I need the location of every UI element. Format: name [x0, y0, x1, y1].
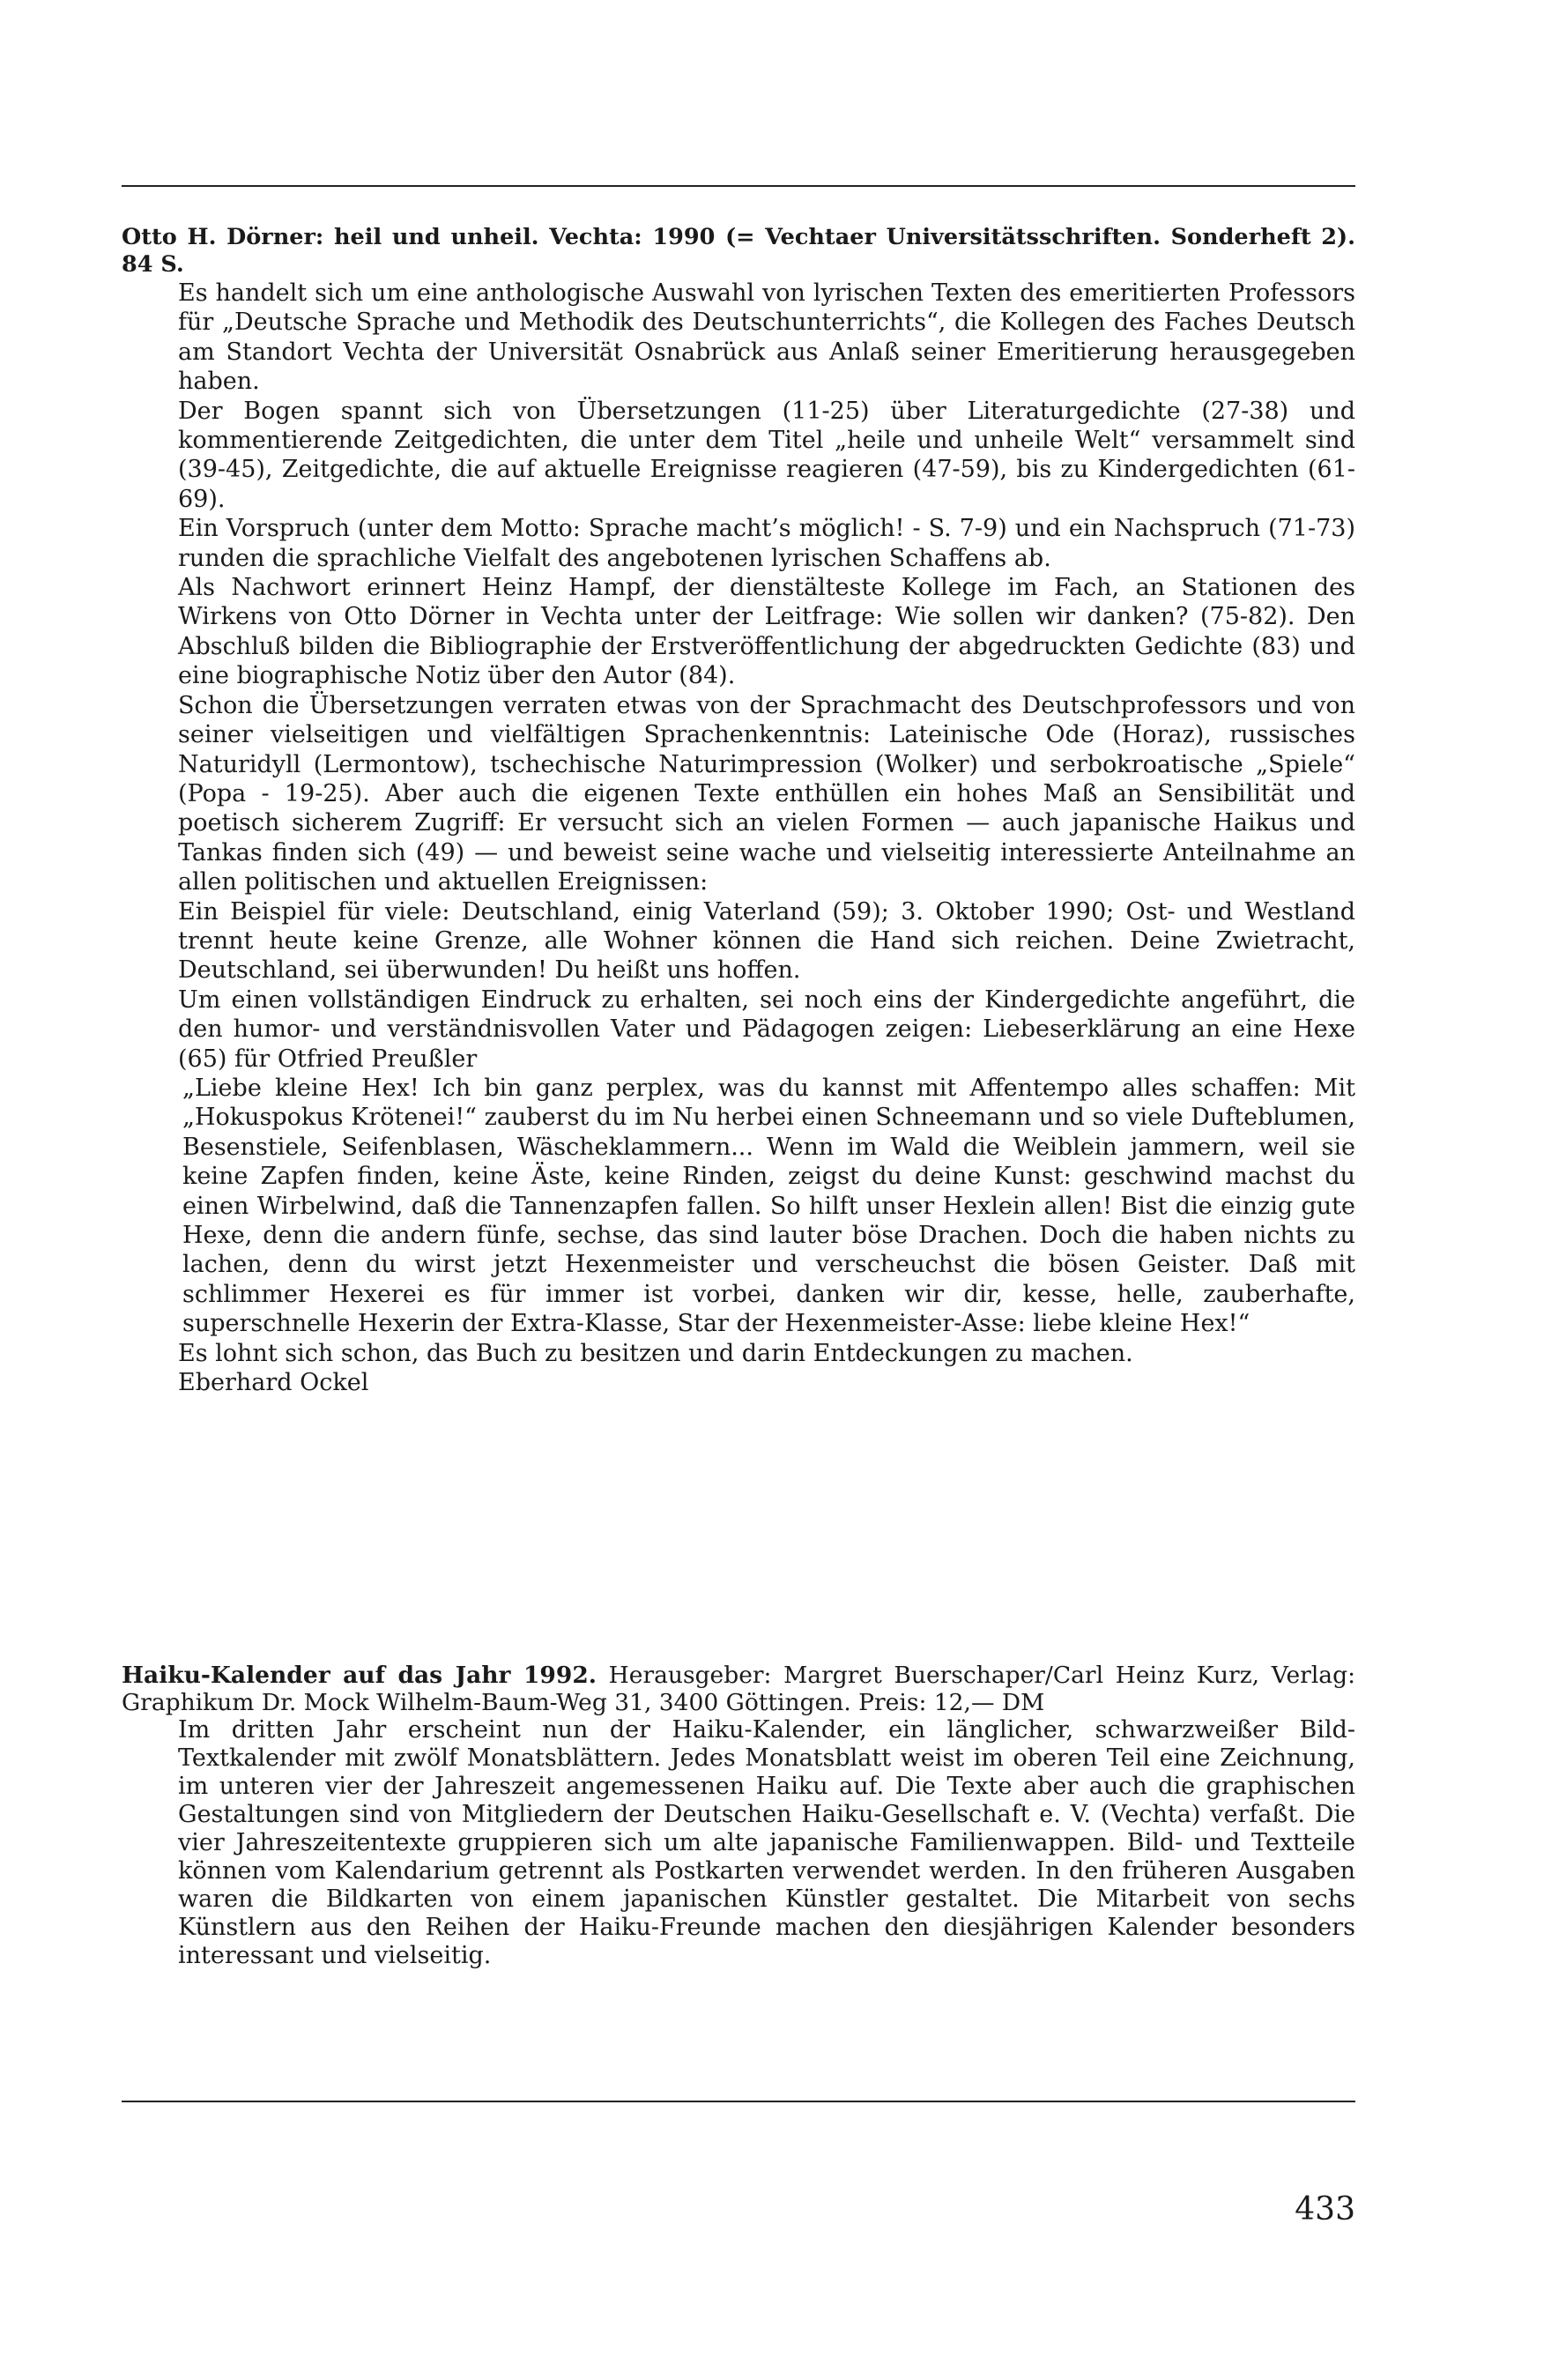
paragraph: Als Nachwort erinnert Heinz Hampf, der dienstälteste Kollege im Fach, an Stationen des Wirkens von Otto Dörner in Vechta unter der Leitfrage: Wie sollen wir danken? (75-82). Den Abschluß bilden die Bibliographie der Erstveröffentlichung der abgedruckten Gedichte (83) und eine biographische Notiz über den Autor (84).	[178, 574, 1355, 690]
paragraph: Der Bogen spannt sich von Übersetzungen (11-25) über Literaturgedichte (27-38) und kommentierende Zeitgedichten, die unter dem Titel „heile und unheile Welt“ versammelt sind (39-45), Zeitgedichte, die auf aktuelle Ereignisse reagieren (47-59), bis zu Kindergedichten (61-69).	[178, 397, 1355, 513]
review-title: Otto H. Dörner: heil und unheil. Vechta: 1990 (= Vechtaer Universitätsschriften. Sonderheft 2). 84 S.	[122, 224, 1355, 278]
paragraph: Im dritten Jahr erscheint nun der Haiku-Kalender, ein länglicher, schwarzweißer Bild-Textkalender mit zwölf Monatsblättern. Jedes Monatsblatt weist im oberen Teil eine Zeichnung, im unteren vier der Jahreszeit angemessenen Haiku auf. Die Texte aber auch die graphischen Gestaltungen sind von Mitgliedern der Deutschen Haiku-Gesellschaft e. V. (Vechta) verfaßt. Die vier Jahreszeitentexte gruppieren sich um alte japanische Familienwappen. Bild- und Textteile können vom Kalendarium getrennt als Postkarten verwendet werden. In den früheren Ausgaben waren die Bildkarten von einem japanischen Künstler gestaltet. Die Mitarbeit von sechs Künstlern aus den Reihen der Haiku-Freunde machen den diesjährigen Kalender besonders interessant und vielseitig.	[178, 1716, 1355, 1969]
review-heading	[122, 1662, 1355, 1716]
paragraph: Ein Beispiel für viele: Deutschland, einig Vaterland (59); 3. Oktober 1990; Ost- und Westland trennt heute keine Grenze, alle Wohner können die Hand sich reichen. Deine Zwietracht, Deutschland, sei überwunden! Du heißt uns hoffen.	[178, 897, 1355, 985]
review-body	[122, 279, 1355, 1397]
review-title: Haiku-Kalender auf das Jahr 1992.	[122, 1662, 597, 1689]
paragraph: Schon die Übersetzungen verraten etwas von der Sprachmacht des Deutschprofessors und von seiner vielseitigen und vielfältigen Sprachenkenntnis: Lateinische Ode (Horaz), russisches Naturidyll (Lermontow), tschechische Naturimpression (Wolker) und serbokroatische „Spiele“ (Popa - 19-25). Aber auch die eigenen Texte enthüllen ein hohes Maß an Sensibilität und poetisch sicherem Zugriff: Er versucht sich an vielen Formen — auch japanische Haikus und Tankas finden sich (49) — und beweist seine wache und vielseitig interessierte Anteilnahme an allen politischen und aktuellen Ereignissen:	[178, 691, 1355, 896]
closing-sentence: Es lohnt sich schon, das Buch zu besitzen und darin Entdeckungen zu machen.	[178, 1339, 1133, 1367]
review-body	[122, 1716, 1355, 1970]
reviewer-signature: Eberhard Ockel	[178, 1369, 369, 1397]
paragraph: Ein Vorspruch (unter dem Motto: Sprache macht’s möglich! - S. 7-9) und ein Nachspruch (71-73) runden die sprachliche Vielfalt des angebotenen lyrischen Schaffens ab.	[178, 515, 1355, 572]
bottom-rule	[122, 2101, 1355, 2102]
review-haiku-kalender	[122, 1662, 1355, 1970]
top-rule	[122, 185, 1355, 187]
review-doerner	[122, 224, 1355, 1397]
page-number: 433	[1295, 2191, 1355, 2228]
paragraph: Es handelt sich um eine anthologische Auswahl von lyrischen Texten des emeritierten Professors für „Deutsche Sprache und Methodik des Deutschunterrichts“, die Kollegen des Faches Deutsch am Standort Vechta der Universität Osnabrück aus Anlaß seiner Emeritierung herausgegeben haben.	[178, 279, 1355, 396]
poem-quote: „Liebe kleine Hex! Ich bin ganz perplex, was du kannst mit Affentempo alles schaffen: Mit „Hokuspokus Krötenei!“ zauberst du im Nu herbei einen Schneemann und so viele Dufteblumen, Besenstiele, Seifenblasen, Wäscheklammern... Wenn im Wald die Weiblein jammern, weil sie keine Zapfen finden, keine Äste, keine Rinden, zeigst du deine Kunst: geschwind machst du einen Wirbelwind, daß die Tannenzapfen fallen. So hilft unser Hexlein allen! Bist die einzig gute Hexe, denn die andern fünfe, sechse, das sind lauter böse Drachen. Doch die haben nichts zu lachen, denn du wirst jetzt Hexenmeister und verscheuchst die bösen Geister. Daß mit schlimmer Hexerei es für immer ist vorbei, danken wir dir, kesse, helle, zauberhafte, superschnelle Hexerin der Extra-Klasse, Star der Hexenmeister-Asse: liebe kleine Hex!“	[182, 1074, 1355, 1338]
review-publication-details: Herausgeber: Margret Buerschaper/Carl Heinz Kurz, Verlag: Graphikum Dr. Mock Wilhelm-Baum-Weg 31, 3400 Göttingen. Preis: 12,— DM	[122, 1662, 1355, 1716]
paragraph: Um einen vollständigen Eindruck zu erhalten, sei noch eins der Kindergedichte angeführt, die den humor- und verständnisvollen Vater und Pädagogen zeigen: Liebeserklärung an eine Hexe (65) für Otfried Preußler	[178, 985, 1355, 1073]
review-heading	[122, 224, 1355, 279]
